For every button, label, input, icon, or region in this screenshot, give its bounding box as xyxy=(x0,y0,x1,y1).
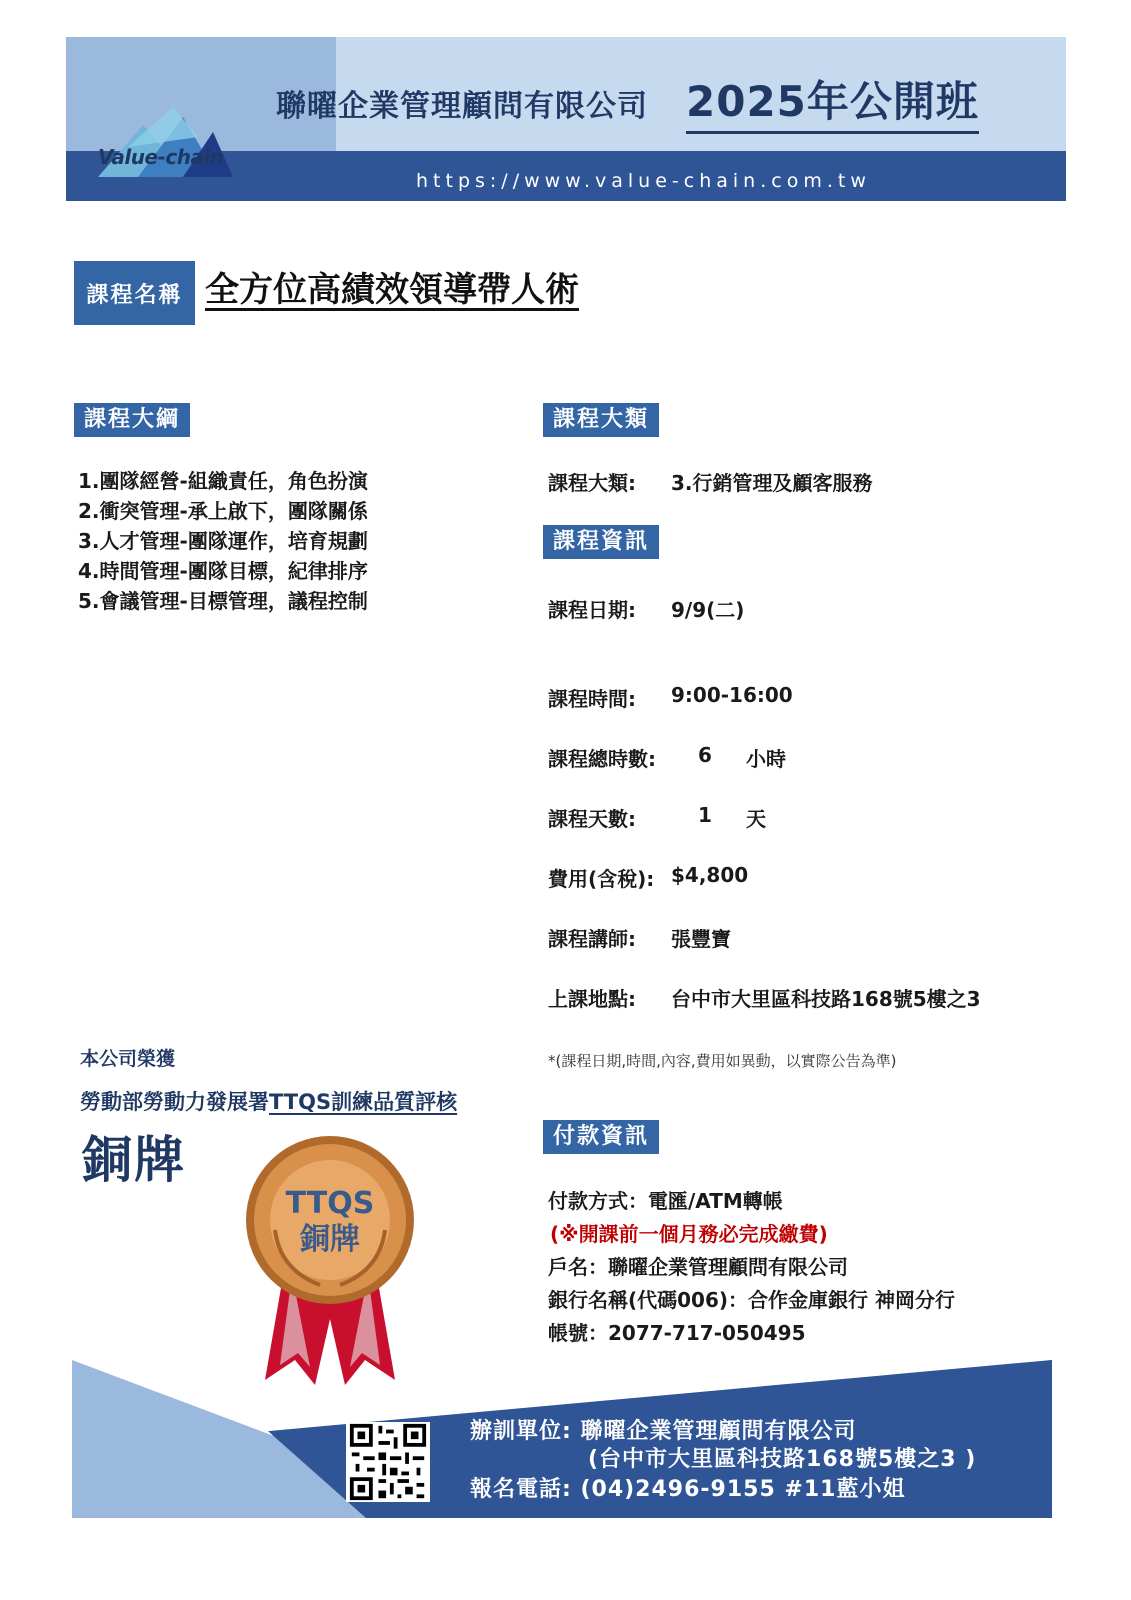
list-item: 4.時間管理-團隊目標，紀律排序 xyxy=(78,559,368,583)
qr-code-icon[interactable] xyxy=(346,1422,430,1502)
hours-value: 6 xyxy=(698,743,712,767)
list-item: 1.團隊經營-組織責任，角色扮演 xyxy=(78,469,368,493)
course-name: 全方位高績效領導帶人術 xyxy=(205,270,579,310)
footer-banner xyxy=(72,1360,1052,1518)
info-heading: 課程資訊 xyxy=(543,525,659,559)
logo-text: Value-chain xyxy=(98,145,224,169)
days-unit: 天 xyxy=(746,807,766,831)
medal-text-top: TTQS xyxy=(285,1186,375,1221)
hours-label: 課程總時數: xyxy=(548,747,656,771)
organizer-address: (台中市大里區科技路168號5樓之3 ) xyxy=(588,1447,977,1472)
teacher-value: 張豐寶 xyxy=(671,927,731,951)
outline-list xyxy=(78,466,368,616)
location-label: 上課地點: xyxy=(548,987,636,1011)
page-title: 2025年公開班 xyxy=(686,69,979,134)
website-url[interactable]: https://www.value-chain.com.tw xyxy=(416,170,871,192)
payment-heading: 付款資訊 xyxy=(543,1120,659,1154)
category-heading: 課程大類 xyxy=(543,403,659,437)
list-item: 3.人才管理-團隊運作，培育規劃 xyxy=(78,529,368,553)
time-label: 課程時間: xyxy=(548,687,636,711)
company-name: 聯曜企業管理顧問有限公司 xyxy=(276,89,648,124)
hours-unit: 小時 xyxy=(746,747,786,771)
list-item: 5.會議管理-目標管理，議程控制 xyxy=(78,589,368,613)
medal-text-bottom: 銅牌 xyxy=(300,1222,360,1257)
fee-label: 費用(含稅): xyxy=(548,867,655,891)
payment-warning: (※開課前一個月務必完成繳費) xyxy=(550,1222,828,1246)
fee-value: $4,800 xyxy=(671,863,749,887)
days-value: 1 xyxy=(698,803,712,827)
list-item: 2.衝突管理-承上啟下，團隊關係 xyxy=(78,499,368,523)
bronze-award-title: 銅牌 xyxy=(82,1131,186,1189)
bronze-medal-icon xyxy=(240,1135,420,1385)
account-name: 戶名：聯曜企業管理顧問有限公司 xyxy=(548,1255,848,1279)
time-value: 9:00-16:00 xyxy=(671,683,793,707)
category-label: 課程大類: xyxy=(548,471,636,495)
payment-method: 付款方式：電匯/ATM轉帳 xyxy=(548,1189,783,1213)
date-value: 9/9(二) xyxy=(671,598,745,622)
course-name-label: 課程名稱 xyxy=(74,261,195,325)
honor-line-1: 本公司榮獲 xyxy=(80,1048,176,1070)
honor-line-2-prefix: 勞動部勞動力發展署 xyxy=(80,1090,269,1114)
registration-phone: 報名電話: (04)2496-9155 #11藍小姐 xyxy=(470,1477,906,1502)
location-value: 台中市大里區科技路168號5樓之3 xyxy=(671,987,981,1011)
outline-heading: 課程大綱 xyxy=(74,403,190,437)
organizer-text: 辦訓單位: 聯曜企業管理顧問有限公司 xyxy=(470,1419,857,1444)
honor-line-2 xyxy=(80,1086,457,1116)
account-number: 帳號：2077-717-050495 xyxy=(548,1321,806,1345)
change-note: *(課程日期,時間,內容,費用如異動，以實際公告為準) xyxy=(548,1052,897,1070)
category-value: 3.行銷管理及顧客服務 xyxy=(671,471,873,495)
days-label: 課程天數: xyxy=(548,807,636,831)
bank-name: 銀行名稱(代碼006)：合作金庫銀行 神岡分行 xyxy=(548,1288,955,1312)
value-chain-logo xyxy=(88,77,238,187)
teacher-label: 課程講師: xyxy=(548,927,636,951)
honor-line-2-underlined: TTQS訓練品質評核 xyxy=(269,1090,458,1114)
header-banner xyxy=(66,37,1066,201)
date-label: 課程日期: xyxy=(548,598,636,622)
